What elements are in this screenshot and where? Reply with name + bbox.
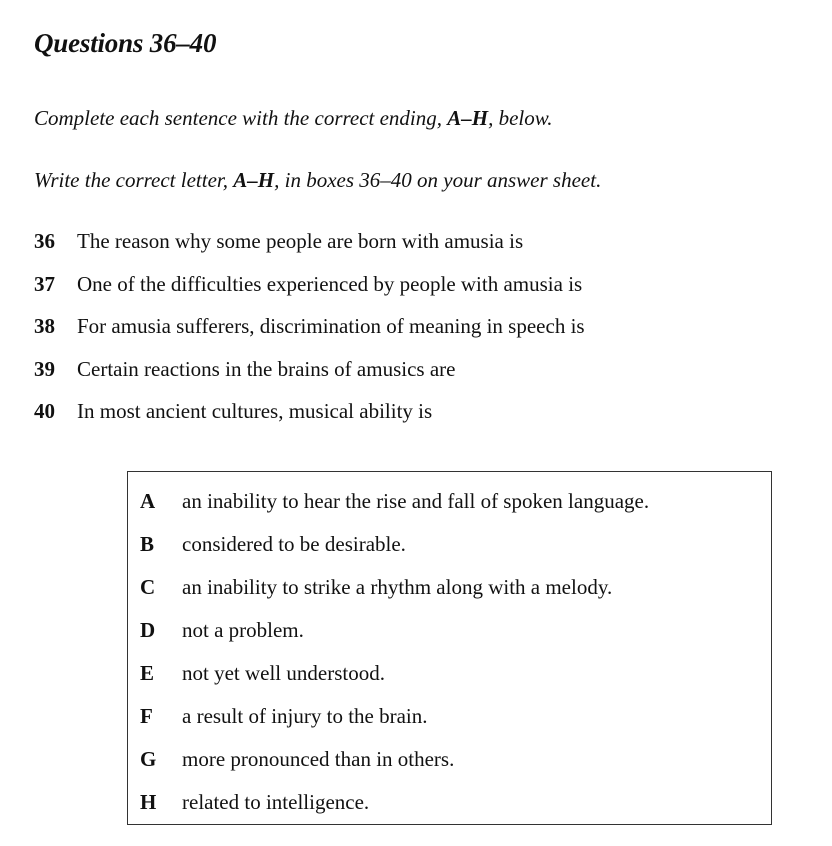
ending-text: not yet well understood. [182,661,385,685]
ending-option [140,781,771,824]
instruction-text: , in boxes 36–40 on your answer sheet. [274,168,602,192]
question-number: 38 [34,314,55,338]
instruction-complete [34,106,552,131]
question-number: 37 [34,271,55,296]
section-title: Questions 36–40 [34,28,217,58]
instruction-text: Complete each sentence with the correct ending, [34,106,448,130]
ending-option [140,695,771,738]
question-text: For amusia sufferers, discrimination of meaning in speech is [77,314,585,338]
ending-option [140,480,771,523]
question-number: 40 [34,399,55,423]
question-text: One of the difficulties experienced by people with amusia is [77,271,583,296]
ending-text: an inability to strike a rhythm along with a melody. [182,575,613,599]
ending-letter: A [140,489,156,513]
ending-text: related to intelligence. [182,790,370,814]
question-text: In most ancient cultures, musical ability is [77,399,433,423]
instruction-write [34,168,601,193]
ending-option [140,652,771,695]
question-item [34,314,585,357]
ending-option [140,609,771,652]
question-text: Certain reactions in the brains of amusics are [77,356,456,381]
question-list [34,229,585,442]
endings-box [127,471,772,825]
ending-letter: D [140,618,156,642]
ending-letter: C [140,575,156,599]
instruction-text: Write the correct letter, [34,168,234,192]
ending-text: considered to be desirable. [182,532,406,556]
ending-option [140,523,771,566]
ending-letter: H [140,790,157,814]
ending-text: more pronounced than in others. [182,747,455,771]
question-item [34,357,585,400]
question-item [34,229,585,272]
ending-letter: B [140,532,155,556]
question-item [34,399,585,442]
ending-text: a result of injury to the brain. [182,704,428,728]
ending-letter: G [140,747,157,771]
instruction-range: A–H [447,106,489,130]
question-text: The reason why some people are born with amusia is [77,229,524,253]
ending-letter: F [140,704,153,728]
ending-option [140,566,771,609]
instruction-text: , below. [488,106,553,130]
question-number: 39 [34,356,55,381]
question-number: 36 [34,229,55,253]
ending-option [140,738,771,781]
ending-text: not a problem. [182,618,304,642]
instruction-range: A–H [233,168,275,192]
ending-letter: E [140,661,155,685]
ending-text: an inability to hear the rise and fall of spoken language. [182,489,650,513]
question-item [34,272,585,315]
